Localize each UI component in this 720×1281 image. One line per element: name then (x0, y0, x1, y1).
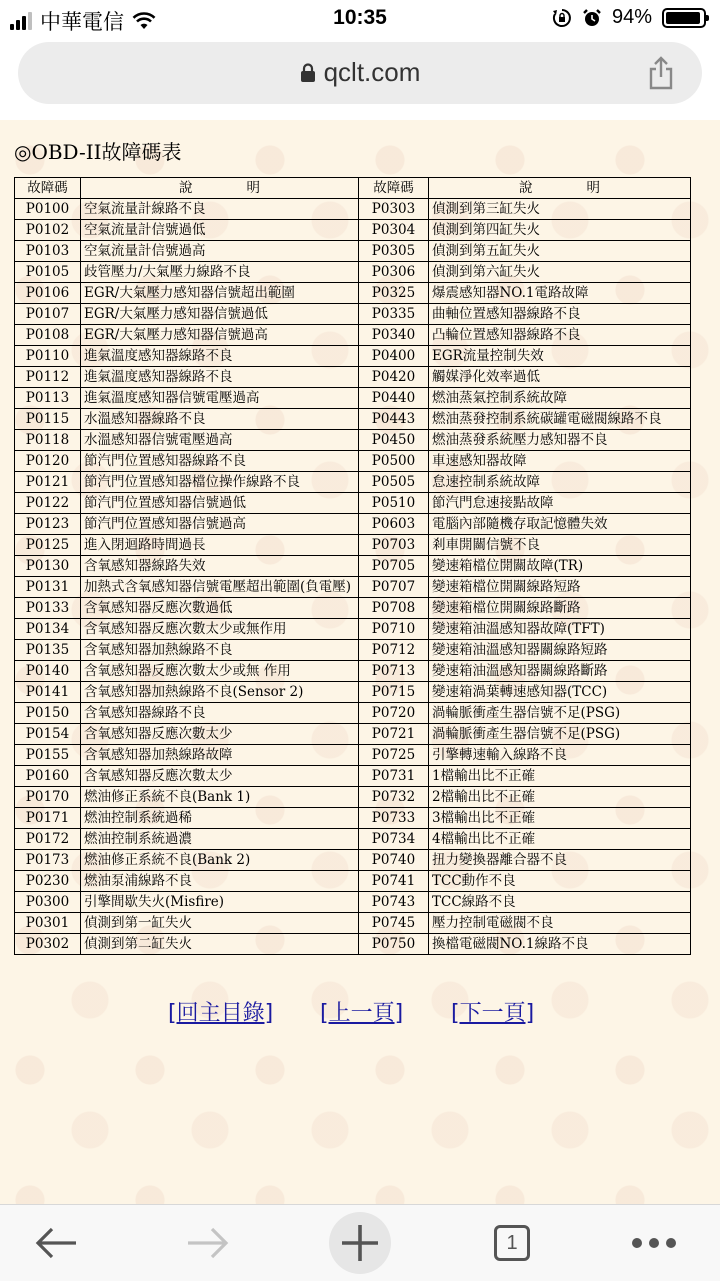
battery-icon (662, 8, 706, 28)
right-code-cell: P0420 (359, 367, 429, 388)
table-row (15, 472, 691, 493)
left-desc-cell: 空氣流量計信號過高 (81, 241, 359, 262)
tabs-button[interactable] (488, 1205, 536, 1281)
table-row (15, 829, 691, 850)
left-desc-cell: 含氧感知器加熱線路故障 (81, 745, 359, 766)
right-code-cell: P0725 (359, 745, 429, 766)
left-desc-cell: 節汽門位置感知器信號過低 (81, 493, 359, 514)
left-code-cell: P0135 (15, 640, 81, 661)
left-desc-cell: 節汽門位置感知器檔位操作線路不良 (81, 472, 359, 493)
left-code-cell: P0100 (15, 199, 81, 220)
table-row (15, 325, 691, 346)
left-code-cell: P0172 (15, 829, 81, 850)
right-code-cell: P0715 (359, 682, 429, 703)
left-desc-cell: 偵測到第一缸失火 (81, 913, 359, 934)
left-code-cell: P0115 (15, 409, 81, 430)
more-button[interactable] (624, 1205, 684, 1281)
table-row (15, 262, 691, 283)
table-row (15, 388, 691, 409)
left-desc-cell: 含氧感知器反應次數太少 (81, 724, 359, 745)
right-code-cell: P0305 (359, 241, 429, 262)
right-desc-cell: 變速箱檔位開關故障(TR) (429, 556, 691, 577)
left-desc-cell: 水溫感知器信號電壓過高 (81, 430, 359, 451)
table-row (15, 745, 691, 766)
left-code-cell: P0106 (15, 283, 81, 304)
url-display[interactable] (18, 57, 702, 88)
table-row (15, 556, 691, 577)
forward-arrow-icon (186, 1226, 230, 1260)
left-code-cell: P0113 (15, 388, 81, 409)
left-desc-cell: 燃油修正系統不良(Bank 2) (81, 850, 359, 871)
right-desc-cell: 變速箱檔位開關線路短路 (429, 577, 691, 598)
new-tab-button[interactable] (328, 1205, 392, 1281)
left-code-cell: P0122 (15, 493, 81, 514)
table-row (15, 367, 691, 388)
table-row (15, 451, 691, 472)
table-header-row (15, 178, 691, 199)
home-link[interactable]: [回主目錄] (168, 1001, 274, 1026)
right-desc-cell: 扭力變換器離合器不良 (429, 850, 691, 871)
right-desc-cell: 電腦內部隨機存取記憶體失效 (429, 514, 691, 535)
right-code-cell: P0707 (359, 577, 429, 598)
battery-percent: 94% (611, 6, 652, 28)
table-row (15, 514, 691, 535)
table-row (15, 598, 691, 619)
table-row (15, 934, 691, 955)
left-desc-cell: 加熱式含氧感知器信號電壓超出範圍(負電壓) (81, 577, 359, 598)
forward-button[interactable] (178, 1205, 238, 1281)
left-desc-cell: 節汽門位置感知器信號過高 (81, 514, 359, 535)
right-code-cell: P0510 (359, 493, 429, 514)
right-code-cell: P0400 (359, 346, 429, 367)
table-row (15, 787, 691, 808)
right-desc-cell: 燃油蒸發控制系統碳罐電磁閥線路不良 (429, 409, 691, 430)
right-code-cell: P0750 (359, 934, 429, 955)
left-desc-cell: 水溫感知器線路不良 (81, 409, 359, 430)
left-code-cell: P0102 (15, 220, 81, 241)
left-code-cell: P0134 (15, 619, 81, 640)
right-code-cell: P0713 (359, 661, 429, 682)
status-time: 10:35 (333, 6, 387, 29)
table-row (15, 724, 691, 745)
left-desc-cell: 含氧感知器加熱線路不良(Sensor 2) (81, 682, 359, 703)
right-desc-cell: 偵測到第六缸失火 (429, 262, 691, 283)
left-desc-cell: 含氧感知器反應次數太少或無 作用 (81, 661, 359, 682)
right-code-cell: P0734 (359, 829, 429, 850)
right-desc-cell: 節汽門怠速接點故障 (429, 493, 691, 514)
right-code-cell: P0731 (359, 766, 429, 787)
right-code-cell: P0450 (359, 430, 429, 451)
left-desc-cell: 含氧感知器線路失效 (81, 556, 359, 577)
left-code-cell: P0171 (15, 808, 81, 829)
table-row (15, 535, 691, 556)
table-row (15, 766, 691, 787)
left-code-cell: P0108 (15, 325, 81, 346)
right-desc-cell: 2檔輸出比不正確 (429, 787, 691, 808)
carrier-name: 中華電信 (40, 11, 124, 34)
lock-icon (300, 63, 316, 83)
left-desc-cell: 進入閉迴路時間過長 (81, 535, 359, 556)
battery-fill (666, 12, 700, 24)
table-row (15, 661, 691, 682)
right-desc-cell: 曲軸位置感知器線路不良 (429, 304, 691, 325)
right-desc-cell: 變速箱油溫感知器關線路斷路 (429, 661, 691, 682)
left-desc-cell: 空氣流量計信號過低 (81, 220, 359, 241)
left-desc-cell: 偵測到第二缸失火 (81, 934, 359, 955)
left-code-cell: P0155 (15, 745, 81, 766)
right-code-cell: P0743 (359, 892, 429, 913)
right-desc-cell: 壓力控制電磁閥不良 (429, 913, 691, 934)
left-code-cell: P0130 (15, 556, 81, 577)
table-row (15, 850, 691, 871)
right-code-cell: P0732 (359, 787, 429, 808)
right-desc-cell: 剎車開關信號不良 (429, 535, 691, 556)
right-code-cell: P0745 (359, 913, 429, 934)
next-page-link[interactable]: [下一頁] (451, 1001, 535, 1026)
left-desc-cell: 含氧感知器反應次數過低 (81, 598, 359, 619)
right-desc-cell: 變速箱油溫感知器故障(TFT) (429, 619, 691, 640)
right-code-cell: P0708 (359, 598, 429, 619)
address-bar[interactable] (18, 42, 702, 104)
left-code-cell: P0154 (15, 724, 81, 745)
left-code-cell: P0300 (15, 892, 81, 913)
right-code-cell: P0721 (359, 724, 429, 745)
right-code-cell: P0733 (359, 808, 429, 829)
left-desc-cell: 進氣溫度感知器信號電壓過高 (81, 388, 359, 409)
left-desc-cell: 引擎間歇失火(Misfire) (81, 892, 359, 913)
right-code-cell: P0703 (359, 535, 429, 556)
right-desc-cell: 偵測到第四缸失火 (429, 220, 691, 241)
alarm-icon (582, 8, 602, 28)
left-code-cell: P0112 (15, 367, 81, 388)
left-code-cell: P0103 (15, 241, 81, 262)
right-code-cell: P0443 (359, 409, 429, 430)
share-icon[interactable] (646, 56, 676, 90)
left-desc-cell: 燃油泵浦線路不良 (81, 871, 359, 892)
table-row (15, 220, 691, 241)
header-code-left: 故障碼 (15, 178, 81, 199)
status-bar (0, 0, 720, 36)
right-code-cell: P0712 (359, 640, 429, 661)
left-code-cell: P0118 (15, 430, 81, 451)
left-code-cell: P0140 (15, 661, 81, 682)
left-desc-cell: 歧管壓力/大氣壓力線路不良 (81, 262, 359, 283)
table-row (15, 577, 691, 598)
browser-header (0, 36, 720, 120)
table-row (15, 430, 691, 451)
page-content (0, 120, 720, 1204)
right-desc-cell: TCC線路不良 (429, 892, 691, 913)
more-dots-icon (632, 1238, 676, 1248)
left-code-cell: P0120 (15, 451, 81, 472)
table-row (15, 493, 691, 514)
plus-icon (340, 1223, 380, 1263)
table-row (15, 808, 691, 829)
tab-count: 1 (506, 1231, 518, 1254)
left-code-cell: P0301 (15, 913, 81, 934)
url-text: qclt.com (323, 57, 421, 87)
header-desc-right: 說 明 (429, 178, 691, 199)
table-row (15, 640, 691, 661)
table-row (15, 241, 691, 262)
table-row (15, 892, 691, 913)
left-desc-cell: EGR/大氣壓力感知器信號超出範圍 (81, 283, 359, 304)
left-desc-cell: EGR/大氣壓力感知器信號過高 (81, 325, 359, 346)
left-code-cell: P0107 (15, 304, 81, 325)
right-code-cell: P0741 (359, 871, 429, 892)
status-right (552, 6, 706, 29)
left-code-cell: P0105 (15, 262, 81, 283)
left-desc-cell: EGR/大氣壓力感知器信號過低 (81, 304, 359, 325)
right-desc-cell: 爆震感知器NO.1電路故障 (429, 283, 691, 304)
left-code-cell: P0131 (15, 577, 81, 598)
right-desc-cell: 換檔電磁閥NO.1線路不良 (429, 934, 691, 955)
left-code-cell: P0110 (15, 346, 81, 367)
header-desc-left: 說 明 (81, 178, 359, 199)
right-desc-cell: 偵測到第三缸失火 (429, 199, 691, 220)
left-desc-cell: 燃油修正系統不良(Bank 1) (81, 787, 359, 808)
right-code-cell: P0720 (359, 703, 429, 724)
right-code-cell: P0303 (359, 199, 429, 220)
table-body (15, 199, 691, 955)
left-desc-cell: 含氧感知器反應次數太少或無作用 (81, 619, 359, 640)
right-desc-cell: TCC動作不良 (429, 871, 691, 892)
right-desc-cell: 偵測到第五缸失火 (429, 241, 691, 262)
left-desc-cell: 含氧感知器加熱線路不良 (81, 640, 359, 661)
right-desc-cell: 觸媒淨化效率過低 (429, 367, 691, 388)
left-code-cell: P0302 (15, 934, 81, 955)
table-row (15, 304, 691, 325)
right-desc-cell: 怠速控制系統故障 (429, 472, 691, 493)
right-code-cell: P0603 (359, 514, 429, 535)
table-row (15, 409, 691, 430)
right-desc-cell: 變速箱油溫感知器關線路短路 (429, 640, 691, 661)
left-code-cell: P0170 (15, 787, 81, 808)
left-desc-cell: 含氧感知器反應次數太少 (81, 766, 359, 787)
back-button[interactable] (26, 1205, 86, 1281)
right-code-cell: P0306 (359, 262, 429, 283)
right-desc-cell: 變速箱檔位開關線路斷路 (429, 598, 691, 619)
left-desc-cell: 空氣流量計線路不良 (81, 199, 359, 220)
left-desc-cell: 進氣溫度感知器線路不良 (81, 367, 359, 388)
right-desc-cell: 1檔輸出比不正確 (429, 766, 691, 787)
left-code-cell: P0133 (15, 598, 81, 619)
browser-toolbar (0, 1204, 720, 1281)
header-code-right: 故障碼 (359, 178, 429, 199)
left-code-cell: P0125 (15, 535, 81, 556)
left-code-cell: P0121 (15, 472, 81, 493)
table-row (15, 199, 691, 220)
right-code-cell: P0505 (359, 472, 429, 493)
left-code-cell: P0141 (15, 682, 81, 703)
right-desc-cell: 凸輪位置感知器線路不良 (429, 325, 691, 346)
back-arrow-icon (34, 1226, 78, 1260)
table-row (15, 682, 691, 703)
left-desc-cell: 含氧感知器線路不良 (81, 703, 359, 724)
right-desc-cell: 燃油蒸氣控制系統故障 (429, 388, 691, 409)
left-code-cell: P0150 (15, 703, 81, 724)
left-code-cell: P0160 (15, 766, 81, 787)
new-tab-circle (329, 1212, 391, 1274)
right-desc-cell: 渦輪脈衝產生器信號不足(PSG) (429, 724, 691, 745)
right-desc-cell: 4檔輸出比不正確 (429, 829, 691, 850)
left-desc-cell: 燃油控制系統過濃 (81, 829, 359, 850)
right-desc-cell: 變速箱渦葉轉速感知器(TCC) (429, 682, 691, 703)
left-desc-cell: 進氣溫度感知器線路不良 (81, 346, 359, 367)
right-desc-cell: 車速感知器故障 (429, 451, 691, 472)
table-row (15, 346, 691, 367)
rotation-lock-icon (552, 8, 572, 28)
right-code-cell: P0340 (359, 325, 429, 346)
left-code-cell: P0173 (15, 850, 81, 871)
right-desc-cell: 燃油蒸發系統壓力感知器不良 (429, 430, 691, 451)
table-row (15, 913, 691, 934)
left-code-cell: P0230 (15, 871, 81, 892)
right-code-cell: P0304 (359, 220, 429, 241)
right-code-cell: P0325 (359, 283, 429, 304)
table-row (15, 871, 691, 892)
right-code-cell: P0740 (359, 850, 429, 871)
table-row (15, 703, 691, 724)
tabs-icon (494, 1225, 530, 1261)
right-code-cell: P0710 (359, 619, 429, 640)
left-desc-cell: 節汽門位置感知器線路不良 (81, 451, 359, 472)
obd-code-table (14, 177, 691, 955)
right-code-cell: P0705 (359, 556, 429, 577)
right-desc-cell: EGR流量控制失效 (429, 346, 691, 367)
table-row (15, 619, 691, 640)
right-code-cell: P0440 (359, 388, 429, 409)
left-desc-cell: 燃油控制系統過稀 (81, 808, 359, 829)
table-row (15, 283, 691, 304)
prev-page-link[interactable]: [上一頁] (320, 1001, 404, 1026)
left-code-cell: P0123 (15, 514, 81, 535)
right-desc-cell: 渦輪脈衝產生器信號不足(PSG) (429, 703, 691, 724)
right-desc-cell: 引擎轉速輸入線路不良 (429, 745, 691, 766)
right-desc-cell: 3檔輸出比不正確 (429, 808, 691, 829)
page-title: ◎OBD-II故障碼表 (14, 140, 182, 164)
right-code-cell: P0500 (359, 451, 429, 472)
right-code-cell: P0335 (359, 304, 429, 325)
